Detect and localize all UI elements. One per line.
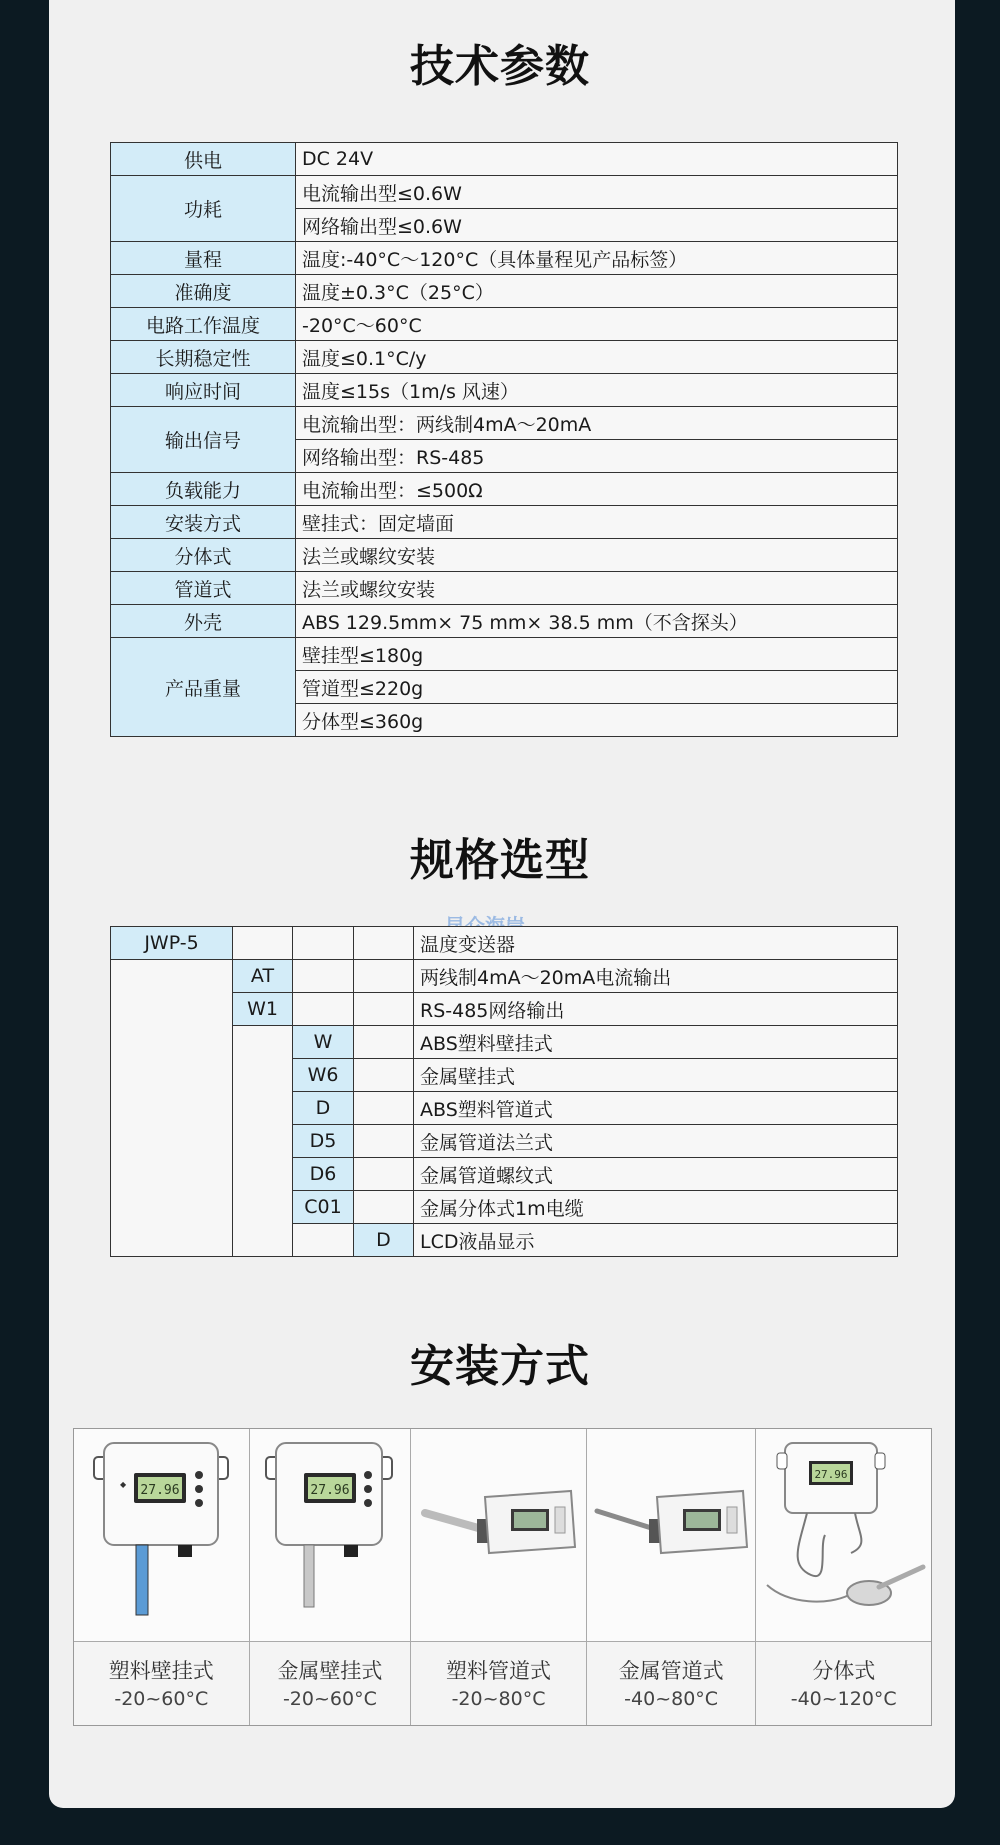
blank-cell xyxy=(293,1224,354,1257)
blank-cell xyxy=(233,927,293,960)
install-type-range: -40~120°C xyxy=(790,1687,897,1710)
blank-cell xyxy=(111,960,233,1257)
spec-key: 响应时间 xyxy=(111,374,296,407)
mount-code: D6 xyxy=(293,1158,354,1191)
blank-cell xyxy=(354,993,414,1026)
section-title-install: 安装方式 xyxy=(410,1341,590,1392)
spec-key: 功耗 xyxy=(111,176,296,242)
install-type-name: 金属管道式 xyxy=(618,1658,724,1683)
spec-value: 管道型≤220g xyxy=(296,671,898,704)
lcd-readout: 27.96 xyxy=(814,1468,848,1481)
display-code: D xyxy=(354,1224,414,1257)
spec-key: 量程 xyxy=(111,242,296,275)
install-type-name: 塑料壁挂式 xyxy=(108,1658,214,1683)
spec-value: 壁挂式：固定墙面 xyxy=(296,506,898,539)
spec-value: -20°C～60°C xyxy=(296,308,898,341)
spec-row xyxy=(111,407,898,440)
display-desc: LCD液晶显示 xyxy=(414,1224,898,1257)
lcd-readout: 27.96 xyxy=(310,1483,350,1498)
blank-cell xyxy=(233,1026,293,1257)
spec-value: 法兰或螺纹安装 xyxy=(296,572,898,605)
spec-table xyxy=(110,142,898,737)
model-code: JWP-5 xyxy=(111,927,233,960)
spec-key: 负载能力 xyxy=(111,473,296,506)
spec-value: 电流输出型：两线制4mA～20mA xyxy=(296,407,898,440)
blank-cell xyxy=(354,960,414,993)
spec-row xyxy=(111,275,898,308)
install-type-card xyxy=(411,1429,587,1725)
spec-key: 分体式 xyxy=(111,539,296,572)
spec-key: 外壳 xyxy=(111,605,296,638)
mount-desc: 金属分体式1m电缆 xyxy=(414,1191,898,1224)
spec-key: 管道式 xyxy=(111,572,296,605)
install-type-label xyxy=(411,1642,586,1725)
install-type-picture xyxy=(756,1429,931,1642)
install-type-range: -20~60°C xyxy=(282,1687,377,1710)
blank-cell xyxy=(354,1092,414,1125)
install-type-label xyxy=(74,1642,249,1725)
mount-desc: ABS塑料壁挂式 xyxy=(414,1026,898,1059)
install-type-picture xyxy=(74,1429,249,1642)
blank-cell xyxy=(293,960,354,993)
install-type-range: -20~60°C xyxy=(114,1687,209,1710)
mount-code: D xyxy=(293,1092,354,1125)
spec-row xyxy=(111,605,898,638)
install-type-name: 塑料管道式 xyxy=(446,1658,552,1683)
spec-value: DC 24V xyxy=(296,143,898,176)
spec-key: 供电 xyxy=(111,143,296,176)
product-image xyxy=(260,1435,400,1635)
install-type-label xyxy=(250,1642,411,1725)
blank-cell xyxy=(354,1191,414,1224)
install-type-name: 金属壁挂式 xyxy=(277,1658,383,1683)
spec-value: 分体型≤360g xyxy=(296,704,898,737)
mount-desc: ABS塑料管道式 xyxy=(414,1092,898,1125)
spec-row xyxy=(111,143,898,176)
install-type-card xyxy=(250,1429,412,1725)
spec-key: 电路工作温度 xyxy=(111,308,296,341)
install-type-picture xyxy=(250,1429,411,1642)
install-type-picture xyxy=(411,1429,586,1642)
spec-value: 法兰或螺纹安装 xyxy=(296,539,898,572)
mount-code: C01 xyxy=(293,1191,354,1224)
install-type-card xyxy=(587,1429,757,1725)
spec-value: 电流输出型≤0.6W xyxy=(296,176,898,209)
model-desc: 温度变送器 xyxy=(414,927,898,960)
spec-value: 壁挂型≤180g xyxy=(296,638,898,671)
install-type-range: -20~80°C xyxy=(451,1687,546,1710)
mount-desc: 金属管道法兰式 xyxy=(414,1125,898,1158)
spec-value: 温度≤15s（1m/s 风速） xyxy=(296,374,898,407)
install-type-card xyxy=(74,1429,250,1725)
spec-key: 准确度 xyxy=(111,275,296,308)
install-type-name: 分体式 xyxy=(812,1658,876,1683)
product-image xyxy=(759,1435,929,1635)
spec-row xyxy=(111,506,898,539)
install-type-range: -40~80°C xyxy=(624,1687,719,1710)
install-type-card xyxy=(756,1429,931,1725)
install-type-picture xyxy=(587,1429,756,1642)
spec-key: 产品重量 xyxy=(111,638,296,737)
spec-row xyxy=(111,539,898,572)
blank-cell xyxy=(354,1059,414,1092)
svg-text:◆: ◆ xyxy=(120,1480,127,1489)
product-image xyxy=(591,1435,751,1635)
section-title-tech-params: 技术参数 xyxy=(410,41,590,92)
spec-key: 长期稳定性 xyxy=(111,341,296,374)
blank-cell xyxy=(293,993,354,1026)
spec-value: 网络输出型≤0.6W xyxy=(296,209,898,242)
spec-row xyxy=(111,638,898,671)
install-type-label xyxy=(587,1642,756,1725)
spec-value: 温度:-40°C～120°C（具体量程见产品标签） xyxy=(296,242,898,275)
spec-value: 电流输出型：≤500Ω xyxy=(296,473,898,506)
install-types-grid xyxy=(73,1428,932,1726)
spec-row xyxy=(111,473,898,506)
spec-row xyxy=(111,341,898,374)
mount-code: W xyxy=(293,1026,354,1059)
spec-row xyxy=(111,572,898,605)
spec-row xyxy=(111,176,898,209)
blank-cell xyxy=(354,1125,414,1158)
selection-row xyxy=(111,927,898,960)
spec-row xyxy=(111,308,898,341)
product-image xyxy=(86,1435,236,1635)
output-code: AT xyxy=(233,960,293,993)
section-title-spec-select: 规格选型 xyxy=(410,835,590,886)
mount-code: W6 xyxy=(293,1059,354,1092)
spec-key: 安装方式 xyxy=(111,506,296,539)
output-code: W1 xyxy=(233,993,293,1026)
spec-row xyxy=(111,242,898,275)
selection-row xyxy=(111,960,898,993)
output-desc: RS-485网络输出 xyxy=(414,993,898,1026)
selection-table xyxy=(110,926,898,1257)
mount-desc: 金属管道螺纹式 xyxy=(414,1158,898,1191)
blank-cell xyxy=(293,927,354,960)
spec-row xyxy=(111,374,898,407)
product-image xyxy=(419,1435,579,1635)
spec-value: 温度±0.3°C（25°C） xyxy=(296,275,898,308)
mount-desc: 金属壁挂式 xyxy=(414,1059,898,1092)
output-desc: 两线制4mA～20mA电流输出 xyxy=(414,960,898,993)
install-type-label xyxy=(756,1642,931,1725)
spec-key: 输出信号 xyxy=(111,407,296,473)
mount-code: D5 xyxy=(293,1125,354,1158)
blank-cell xyxy=(354,1026,414,1059)
spec-value: 温度≤0.1°C/y xyxy=(296,341,898,374)
spec-value: 网络输出型：RS-485 xyxy=(296,440,898,473)
blank-cell xyxy=(354,927,414,960)
lcd-readout: 27.96 xyxy=(140,1483,180,1498)
spec-value: ABS 129.5mm× 75 mm× 38.5 mm（不含探头） xyxy=(296,605,898,638)
blank-cell xyxy=(354,1158,414,1191)
